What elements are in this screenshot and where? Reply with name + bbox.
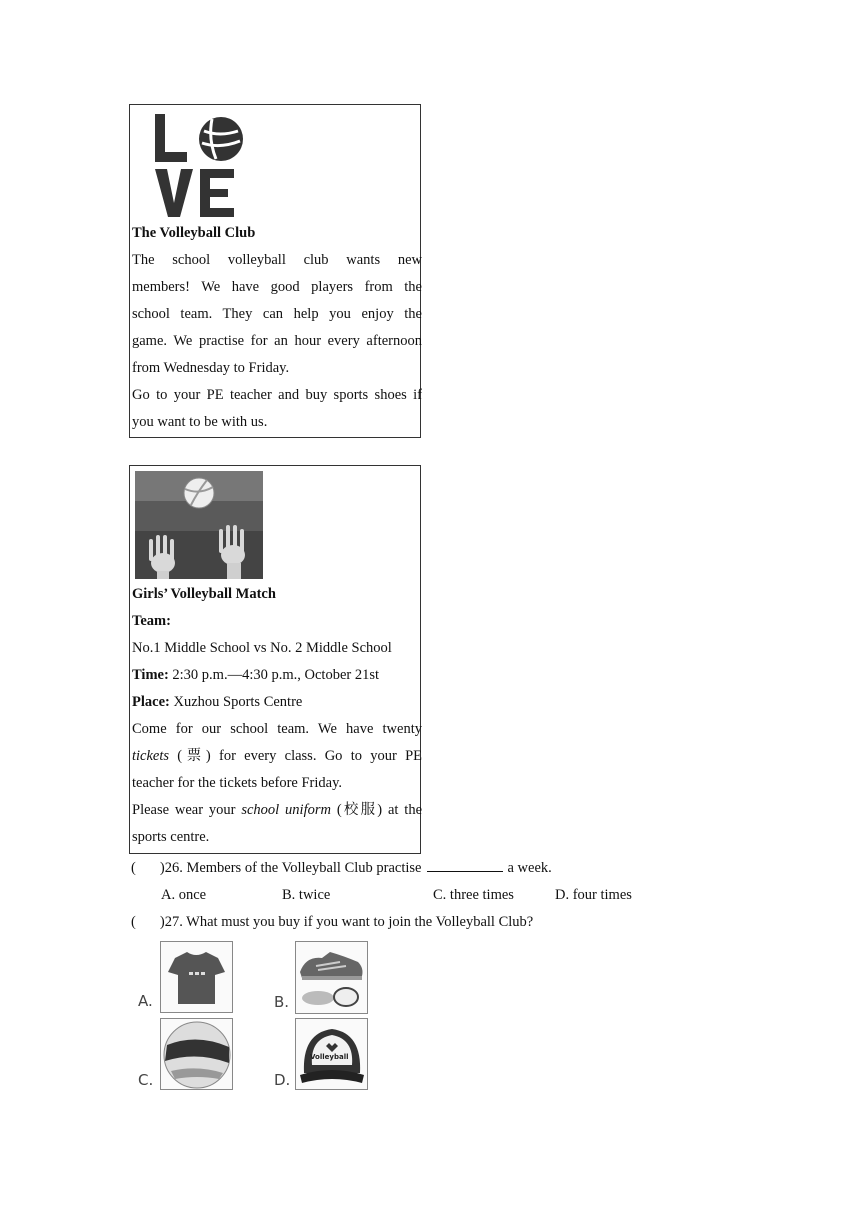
- volleyball-club-card: [129, 104, 421, 438]
- club-text-line: game. We practise for an hour every afternoon: [132, 333, 422, 349]
- tshirt-icon: [161, 942, 232, 1012]
- match-text-line: Come for our school team. We have twenty: [132, 721, 422, 737]
- tshirt-thumb: [160, 941, 233, 1013]
- question-26-after: a week.: [507, 860, 552, 876]
- uniform-post: (校服) at the: [330, 802, 423, 818]
- answer-paren-close: ): [159, 860, 165, 876]
- option-a-label: A.: [138, 992, 153, 1010]
- question-26: [131, 855, 552, 882]
- ball-thumb: [160, 1018, 233, 1090]
- option-b-label: B.: [274, 993, 290, 1011]
- uniform-word: school uniform: [241, 802, 331, 818]
- answer-paren-open: (: [131, 860, 136, 876]
- match-text-line: [132, 743, 422, 770]
- club-title: The Volleyball Club: [132, 225, 256, 241]
- time-value: 2:30 p.m.—4:30 p.m., October 21st: [168, 667, 380, 683]
- fill-blank[interactable]: [427, 857, 503, 872]
- team-value: No.1 Middle School vs No. 2 Middle School: [132, 640, 392, 656]
- picture-option-b[interactable]: [272, 938, 382, 1016]
- picture-option-d[interactable]: [272, 1017, 372, 1092]
- option-c-label: C.: [138, 1071, 154, 1089]
- question-26-text: 26. Members of the Volleyball Club practise: [164, 860, 422, 876]
- club-text-line: Go to your PE teacher and buy sports shoes if: [132, 387, 422, 403]
- option-d[interactable]: D. four times: [555, 887, 632, 903]
- club-text-line: school team. They can help you enjoy the: [132, 306, 422, 322]
- match-text-line: [132, 797, 422, 824]
- cap-thumb: [295, 1018, 368, 1090]
- option-b[interactable]: B. twice: [282, 887, 331, 903]
- tickets-word: tickets: [132, 748, 170, 764]
- time-line: [132, 662, 422, 689]
- place-value: Xuzhou Sports Centre: [169, 694, 303, 710]
- tickets-rest: (票) for every class. Go to your PE: [169, 748, 422, 764]
- match-title: Girls’ Volleyball Match: [132, 586, 276, 602]
- place-line: [132, 689, 422, 716]
- volleyball-icon: [161, 1019, 232, 1089]
- option-c[interactable]: C. three times: [433, 887, 514, 903]
- picture-option-a[interactable]: [138, 940, 238, 1015]
- love-logo-icon: [152, 111, 244, 221]
- question-27-text: 27. What must you buy if you want to join the Volleyball Club?: [164, 914, 534, 930]
- volleyball-match-card: [129, 465, 421, 854]
- option-d-label: D.: [274, 1071, 291, 1089]
- club-text-line: members! We have good players from the: [132, 279, 422, 295]
- match-text-line: teacher for the tickets before Friday.: [132, 775, 343, 791]
- shoe-thumb: [295, 941, 368, 1014]
- club-text-line: you want to be with us.: [132, 414, 268, 430]
- answer-paren-close: ): [159, 914, 165, 930]
- cap-text: Volleyball: [310, 1053, 349, 1061]
- match-text-line: sports centre.: [132, 829, 210, 845]
- club-text-line: from Wednesday to Friday.: [132, 360, 290, 376]
- time-label: Time:: [132, 667, 169, 683]
- club-text-line: The school volleyball club wants new: [132, 252, 422, 268]
- place-label: Place:: [132, 694, 170, 710]
- uniform-pre: Please wear your: [132, 802, 242, 818]
- volleyball-hands-photo-icon: [135, 471, 263, 579]
- picture-option-c[interactable]: [138, 1017, 238, 1092]
- sports-shoe-icon: [296, 942, 367, 1013]
- question-27: [131, 909, 533, 936]
- team-label: Team:: [132, 613, 171, 629]
- option-a[interactable]: A. once: [161, 887, 207, 903]
- answer-paren-open: (: [131, 914, 136, 930]
